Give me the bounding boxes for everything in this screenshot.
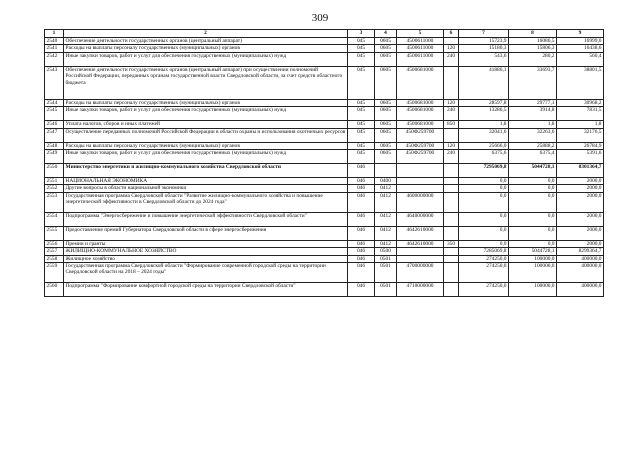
row-number: 2555 bbox=[45, 226, 64, 240]
table-row bbox=[45, 52, 604, 66]
section-code: 0605 bbox=[375, 66, 397, 99]
amount-year-3: 26784,9 bbox=[557, 142, 604, 149]
table-row bbox=[45, 99, 604, 106]
column-header: 5 bbox=[397, 30, 444, 38]
table-body bbox=[45, 38, 604, 297]
column-header: 3 bbox=[348, 30, 375, 38]
table-row bbox=[45, 128, 604, 142]
amount-year-2: 0,0 bbox=[509, 240, 557, 247]
row-name: Жилищное хозяйство bbox=[64, 255, 348, 262]
row-number: 2551 bbox=[45, 178, 64, 185]
amount-year-1: 274250,0 bbox=[459, 283, 509, 297]
target-code: 4710000000 bbox=[397, 283, 444, 297]
row-name: Подпрограмма "Формирование комфортной городской среды на территории Свердловской области" bbox=[64, 283, 348, 297]
row-number: 2560 bbox=[45, 283, 64, 297]
row-number: 2543 bbox=[45, 66, 64, 99]
amount-year-2: 280,2 bbox=[509, 52, 557, 66]
target-code: 4500681000 bbox=[397, 99, 444, 106]
amount-year-3: 2000,0 bbox=[557, 240, 604, 247]
admin-code: 045 bbox=[348, 121, 375, 128]
expense-type-code bbox=[444, 263, 459, 283]
amount-year-1: 274250,0 bbox=[459, 255, 509, 262]
admin-code: 045 bbox=[348, 142, 375, 149]
table-row bbox=[45, 107, 604, 121]
row-number: 2556 bbox=[45, 240, 64, 247]
target-code bbox=[397, 178, 444, 185]
amount-year-3: 7831,5 bbox=[557, 107, 604, 121]
row-name: Предоставление премий Губернатора Свердловской области в сфере энергосбережения bbox=[64, 226, 348, 240]
target-code: 450Ф259700 bbox=[397, 142, 444, 149]
amount-year-3: 30968,2 bbox=[557, 99, 604, 106]
amount-year-1: 0,0 bbox=[459, 226, 509, 240]
amount-year-3: 16999,0 bbox=[557, 38, 604, 45]
row-name: НАЦИОНАЛЬНАЯ ЭКОНОМИКА bbox=[64, 178, 348, 185]
amount-year-2: 3914,8 bbox=[509, 107, 557, 121]
amount-year-1: 7295069,8 bbox=[459, 164, 509, 178]
amount-year-1: 41886,1 bbox=[459, 66, 509, 99]
target-code: 4642610000 bbox=[397, 226, 444, 240]
column-header: 9 bbox=[557, 30, 604, 38]
expense-type-code: 350 bbox=[444, 240, 459, 247]
amount-year-3: 560,4 bbox=[557, 52, 604, 66]
expense-type-code: 240 bbox=[444, 150, 459, 164]
row-name: Министерство энергетики и жилищно-коммунального хозяйства Свердловской области bbox=[64, 164, 348, 178]
admin-code: 046 bbox=[348, 226, 375, 240]
expense-type-code: 240 bbox=[444, 107, 459, 121]
table-row bbox=[45, 192, 604, 212]
table-row bbox=[45, 38, 604, 45]
section-code: 0605 bbox=[375, 142, 397, 149]
row-name: Иные закупки товаров, работ и услуг для обеспечения государственных (муниципальных) нужд bbox=[64, 107, 348, 121]
amount-year-2: 16086,5 bbox=[509, 38, 557, 45]
column-header: 8 bbox=[509, 30, 557, 38]
expense-type-code: 120 bbox=[444, 99, 459, 106]
row-name: Премии и гранты bbox=[64, 240, 348, 247]
section-code: 0501 bbox=[375, 283, 397, 297]
amount-year-1: 274250,0 bbox=[459, 263, 509, 283]
expense-type-code: 850 bbox=[444, 121, 459, 128]
target-code: 4640000000 bbox=[397, 212, 444, 226]
amount-year-1: 0,0 bbox=[459, 192, 509, 212]
amount-year-1: 28597,8 bbox=[459, 99, 509, 106]
section-code bbox=[375, 164, 397, 178]
row-number: 2554 bbox=[45, 212, 64, 226]
row-number: 2553 bbox=[45, 192, 64, 212]
target-code: 4500611000 bbox=[397, 52, 444, 66]
admin-code: 046 bbox=[348, 178, 375, 185]
amount-year-2: 1,8 bbox=[509, 121, 557, 128]
row-name: Иные закупки товаров, работ и услуг для обеспечения государственных (муниципальных) нужд bbox=[64, 52, 348, 66]
amount-year-1: 6375,6 bbox=[459, 150, 509, 164]
expense-type-code bbox=[444, 255, 459, 262]
target-code: 4600000000 bbox=[397, 192, 444, 212]
table-row bbox=[45, 150, 604, 164]
section-code: 0605 bbox=[375, 45, 397, 52]
admin-code: 046 bbox=[348, 164, 375, 178]
column-header: 7 bbox=[459, 30, 509, 38]
table-row bbox=[45, 66, 604, 99]
row-number: 2558 bbox=[45, 255, 64, 262]
row-name: Уплата налогов, сборов и иных платежей bbox=[64, 121, 348, 128]
amount-year-3: 1,8 bbox=[557, 121, 604, 128]
amount-year-2: 0,0 bbox=[509, 212, 557, 226]
table-row bbox=[45, 263, 604, 283]
row-number: 2559 bbox=[45, 263, 64, 283]
admin-code: 045 bbox=[348, 38, 375, 45]
admin-code: 046 bbox=[348, 283, 375, 297]
table-row bbox=[45, 226, 604, 240]
amount-year-2: 0,0 bbox=[509, 192, 557, 212]
row-number: 2549 bbox=[45, 150, 64, 164]
target-code: 4500611000 bbox=[397, 38, 444, 45]
amount-year-2: 0,0 bbox=[509, 185, 557, 192]
row-number: 2547 bbox=[45, 128, 64, 142]
amount-year-1: 0,0 bbox=[459, 212, 509, 226]
expense-type-code bbox=[444, 66, 459, 99]
section-code: 0605 bbox=[375, 150, 397, 164]
amount-year-1: 0,0 bbox=[459, 178, 509, 185]
expense-type-code bbox=[444, 192, 459, 212]
amount-year-3: 5391,6 bbox=[557, 150, 604, 164]
row-name: Государственная программа Свердловской области "Формирование современной городской среды на территории Свердловской области на 2018 – 2024 годы" bbox=[64, 263, 348, 283]
budget-table bbox=[44, 29, 604, 297]
amount-year-2: 29777,1 bbox=[509, 99, 557, 106]
expense-type-code bbox=[444, 38, 459, 45]
target-code bbox=[397, 248, 444, 255]
table-row bbox=[45, 255, 604, 262]
amount-year-1: 7285069,8 bbox=[459, 248, 509, 255]
admin-code: 045 bbox=[348, 150, 375, 164]
table-row bbox=[45, 248, 604, 255]
amount-year-2: 32263,6 bbox=[509, 128, 557, 142]
admin-code: 045 bbox=[348, 128, 375, 142]
expense-type-code bbox=[444, 185, 459, 192]
amount-year-2: 5044728,1 bbox=[509, 248, 557, 255]
target-code bbox=[397, 164, 444, 178]
amount-year-3: 2000,0 bbox=[557, 185, 604, 192]
table-row bbox=[45, 142, 604, 149]
expense-type-code bbox=[444, 226, 459, 240]
amount-year-3: 400000,0 bbox=[557, 283, 604, 297]
admin-code: 046 bbox=[348, 212, 375, 226]
amount-year-1: 25666,0 bbox=[459, 142, 509, 149]
column-header: 1 bbox=[45, 30, 64, 38]
amount-year-3: 2000,0 bbox=[557, 226, 604, 240]
admin-code: 046 bbox=[348, 185, 375, 192]
target-code: 450Ф259700 bbox=[397, 128, 444, 142]
amount-year-2: 6375,4 bbox=[509, 150, 557, 164]
amount-year-1: 1,8 bbox=[459, 121, 509, 128]
expense-type-code: 120 bbox=[444, 45, 459, 52]
row-number: 2546 bbox=[45, 121, 64, 128]
admin-code: 045 bbox=[348, 107, 375, 121]
amount-year-3: 8299364,7 bbox=[557, 248, 604, 255]
section-code: 0412 bbox=[375, 192, 397, 212]
amount-year-3: 2000,0 bbox=[557, 192, 604, 212]
expense-type-code bbox=[444, 178, 459, 185]
row-name: Расходы на выплаты персоналу государственных (муниципальных) органов bbox=[64, 45, 348, 52]
amount-year-1: 15180,3 bbox=[459, 45, 509, 52]
expense-type-code bbox=[444, 212, 459, 226]
amount-year-3: 16438,6 bbox=[557, 45, 604, 52]
section-code: 0412 bbox=[375, 185, 397, 192]
row-name: Подпрограмма "Энергосбережение и повышение энергетической эффективности Свердловской области" bbox=[64, 212, 348, 226]
row-name: Обеспечение деятельности государственных органов (центральный аппарат) при осуществлении полномочий Российской Федерации, переданных органам государственной власти Свердловской области, за счет средств областного бюджета bbox=[64, 66, 348, 99]
page-number: 309 bbox=[311, 12, 329, 24]
admin-code: 045 bbox=[348, 52, 375, 66]
row-number: 2542 bbox=[45, 52, 64, 66]
table-row bbox=[45, 185, 604, 192]
admin-code: 046 bbox=[348, 192, 375, 212]
target-code: 450Ф259700 bbox=[397, 150, 444, 164]
section-code: 0605 bbox=[375, 128, 397, 142]
expense-type-code: 240 bbox=[444, 52, 459, 66]
amount-year-3: 400000,0 bbox=[557, 263, 604, 283]
target-code bbox=[397, 185, 444, 192]
amount-year-3: 2000,0 bbox=[557, 212, 604, 226]
section-code: 0605 bbox=[375, 107, 397, 121]
amount-year-3: 2000,0 bbox=[557, 178, 604, 185]
table-row bbox=[45, 121, 604, 128]
row-number: 2545 bbox=[45, 107, 64, 121]
column-header: 6 bbox=[444, 30, 459, 38]
table-row bbox=[45, 45, 604, 52]
row-number: 2540 bbox=[45, 38, 64, 45]
row-number: 2550 bbox=[45, 164, 64, 178]
expense-type-code: 120 bbox=[444, 142, 459, 149]
table-row bbox=[45, 212, 604, 226]
section-code: 0605 bbox=[375, 52, 397, 66]
amount-year-1: 543,6 bbox=[459, 52, 509, 66]
section-code: 0400 bbox=[375, 178, 397, 185]
amount-year-1: 32041,6 bbox=[459, 128, 509, 142]
target-code: 4700000000 bbox=[397, 263, 444, 283]
amount-year-3: 8301364,7 bbox=[557, 164, 604, 178]
section-code: 0605 bbox=[375, 38, 397, 45]
section-code: 0500 bbox=[375, 248, 397, 255]
row-name: Осуществление переданных полномочий Российской Федерации в области охраны и использования охотничьих ресурсов bbox=[64, 128, 348, 142]
amount-year-2: 100000,0 bbox=[509, 283, 557, 297]
row-name: Иные закупки товаров, работ и услуг для обеспечения государственных (муниципальных) нужд bbox=[64, 150, 348, 164]
target-code bbox=[397, 255, 444, 262]
amount-year-2: 25888,2 bbox=[509, 142, 557, 149]
table-row bbox=[45, 164, 604, 178]
section-code: 0605 bbox=[375, 121, 397, 128]
section-code: 0412 bbox=[375, 240, 397, 247]
amount-year-2: 5044728,1 bbox=[509, 164, 557, 178]
admin-code: 045 bbox=[348, 66, 375, 99]
target-code: 4642610000 bbox=[397, 240, 444, 247]
section-code: 0501 bbox=[375, 263, 397, 283]
admin-code: 046 bbox=[348, 255, 375, 262]
row-number: 2544 bbox=[45, 99, 64, 106]
admin-code: 045 bbox=[348, 45, 375, 52]
row-name: Расходы на выплаты персоналу государственных (муниципальных) органов bbox=[64, 99, 348, 106]
amount-year-3: 38801,5 bbox=[557, 66, 604, 99]
row-number: 2541 bbox=[45, 45, 64, 52]
table-row bbox=[45, 240, 604, 247]
expense-type-code bbox=[444, 283, 459, 297]
section-code: 0605 bbox=[375, 99, 397, 106]
row-number: 2548 bbox=[45, 142, 64, 149]
section-code: 0412 bbox=[375, 226, 397, 240]
section-code: 0412 bbox=[375, 212, 397, 226]
row-name: Государственная программа Свердловской области "Развитие жилищно-коммунального хозяйства и повышение энергетической эффективности в Свердловской области до 2024 года" bbox=[64, 192, 348, 212]
amount-year-1: 0,0 bbox=[459, 240, 509, 247]
row-number: 2552 bbox=[45, 185, 64, 192]
amount-year-2: 100000,0 bbox=[509, 255, 557, 262]
table-row bbox=[45, 283, 604, 297]
column-header: 4 bbox=[375, 30, 397, 38]
target-code: 4500681000 bbox=[397, 66, 444, 99]
admin-code: 046 bbox=[348, 263, 375, 283]
row-number: 2557 bbox=[45, 248, 64, 255]
column-header: 2 bbox=[64, 30, 348, 38]
amount-year-1: 0,0 bbox=[459, 185, 509, 192]
expense-type-code bbox=[444, 164, 459, 178]
target-code: 4500611000 bbox=[397, 45, 444, 52]
target-code: 4500681000 bbox=[397, 107, 444, 121]
admin-code: 045 bbox=[348, 99, 375, 106]
amount-year-1: 13286,5 bbox=[459, 107, 509, 121]
expense-type-code bbox=[444, 248, 459, 255]
amount-year-2: 0,0 bbox=[509, 178, 557, 185]
section-code: 0501 bbox=[375, 255, 397, 262]
amount-year-2: 0,0 bbox=[509, 226, 557, 240]
amount-year-1: 15723,9 bbox=[459, 38, 509, 45]
expense-type-code bbox=[444, 128, 459, 142]
admin-code: 046 bbox=[348, 240, 375, 247]
row-name: Обеспечение деятельности государственных органов (центральный аппарат) bbox=[64, 38, 348, 45]
amount-year-2: 33693,7 bbox=[509, 66, 557, 99]
table-row bbox=[45, 178, 604, 185]
row-name: Другие вопросы в области национальной экономики bbox=[64, 185, 348, 192]
amount-year-2: 100000,0 bbox=[509, 263, 557, 283]
row-name: ЖИЛИЩНО-КОММУНАЛЬНОЕ ХОЗЯЙСТВО bbox=[64, 248, 348, 255]
header-row bbox=[45, 30, 604, 38]
amount-year-2: 15806,3 bbox=[509, 45, 557, 52]
amount-year-3: 32176,5 bbox=[557, 128, 604, 142]
admin-code: 046 bbox=[348, 248, 375, 255]
target-code: 4500681000 bbox=[397, 121, 444, 128]
row-name: Расходы на выплаты персоналу государственных (муниципальных) органов bbox=[64, 142, 348, 149]
amount-year-3: 400000,0 bbox=[557, 255, 604, 262]
